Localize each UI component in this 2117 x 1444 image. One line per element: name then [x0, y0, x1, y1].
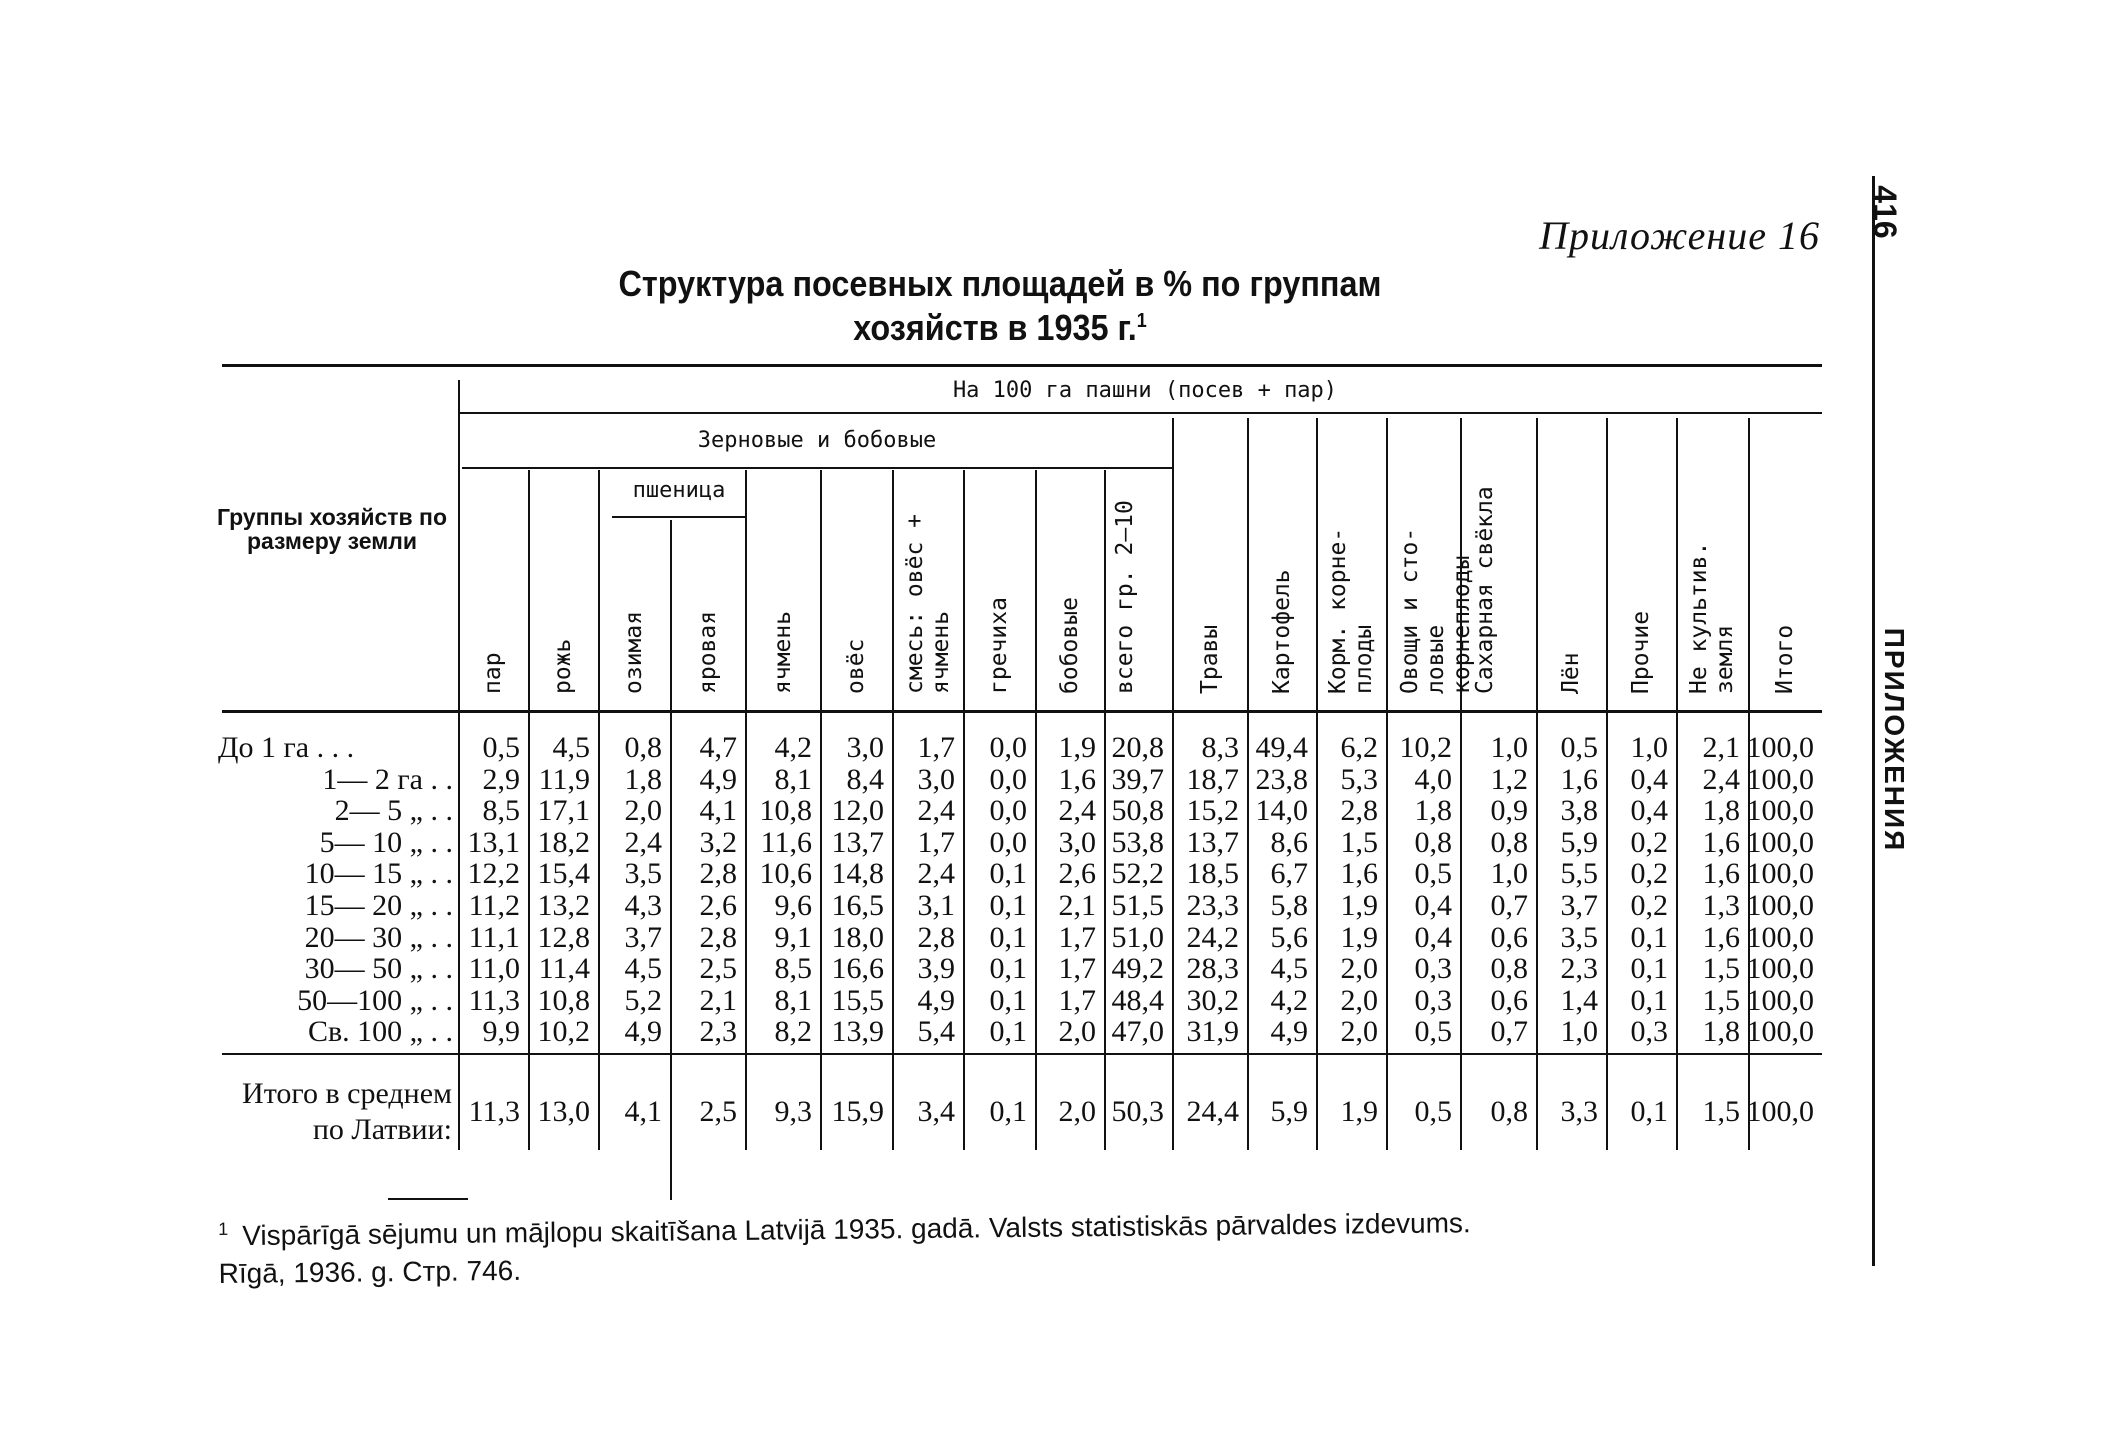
table-cell: 13,2 — [537, 889, 590, 922]
table-cell: 2,0 — [1340, 983, 1378, 1017]
total-cell: 15,9 — [831, 1095, 884, 1128]
table-cell: 1,8 — [624, 762, 662, 796]
column-header-text: Лён — [1558, 652, 1584, 694]
title-line1: Структура посевных площадей в % — [618, 263, 1193, 304]
table-cell: 0,1 — [989, 983, 1027, 1017]
table-cell: 13,7 — [1186, 825, 1239, 859]
table-cell: 23,3 — [1186, 889, 1239, 922]
table-cell: 6,2 — [1340, 731, 1378, 764]
table-cell: 8,5 — [482, 794, 520, 828]
grain-span-header: Зерновые и бобовые — [697, 428, 937, 453]
total-cell: 50,3 — [1111, 1095, 1164, 1128]
table-cell: 0,5 — [1414, 857, 1452, 891]
table-cell: 1,9 — [1340, 920, 1378, 954]
table-cell: 20,8 — [1111, 731, 1164, 764]
table-cell: 2,0 — [1058, 1015, 1096, 1049]
wheat-rule — [612, 516, 747, 518]
table-cell: 2,0 — [624, 794, 662, 828]
grain-rule — [462, 467, 1172, 469]
table-cell: 1,6 — [1702, 857, 1740, 891]
row-label: Св. 100 „ . . — [308, 1015, 453, 1049]
table-cell: 5,2 — [624, 983, 662, 1017]
table-cell: 53,8 — [1111, 825, 1164, 859]
table-cell: 1,8 — [1414, 794, 1452, 828]
table-cell: 18,5 — [1186, 857, 1239, 891]
total-cell: 1,9 — [1340, 1095, 1378, 1128]
table-cell: 4,3 — [624, 889, 662, 922]
table-cell: 0,2 — [1630, 889, 1668, 922]
table-cell: 0,3 — [1630, 1015, 1668, 1049]
table-cell: 2,4 — [917, 794, 955, 828]
table-cell: 11,6 — [760, 825, 812, 859]
column-header-text: Сахарная свёкла — [1472, 486, 1498, 694]
table-cell: 0,4 — [1630, 794, 1668, 828]
table-cell: 0,1 — [1630, 952, 1668, 986]
table-cell: 2,1 — [1702, 731, 1740, 764]
table-cell: 52,2 — [1111, 857, 1164, 891]
row-label: 2— 5 „ . . — [334, 794, 453, 828]
table-cell: 0,8 — [624, 731, 662, 764]
column-header-text: Итого — [1772, 624, 1798, 694]
table-cell: 100,0 — [1746, 731, 1814, 764]
table-cell: 3,0 — [1058, 825, 1096, 859]
table-cell: 2,3 — [1560, 952, 1598, 986]
page-number: 416 — [1867, 185, 1903, 239]
column-header-text: Овощи и сто-ловые корнеплоды — [1397, 527, 1475, 694]
footnote-rule — [388, 1198, 468, 1200]
total-label-line1: Итого в среднем — [242, 1077, 452, 1110]
table-cell: 50,8 — [1111, 794, 1164, 828]
wheat-span-header: пшеница — [632, 478, 726, 503]
table-cell: 9,6 — [774, 889, 812, 922]
column-header-text: пар — [480, 652, 506, 694]
column-header-text: Травы — [1196, 624, 1223, 694]
appendix-label: Приложение 16 — [1539, 213, 1820, 258]
total-cell: 100,0 — [1746, 1095, 1814, 1128]
table-cell: 49,4 — [1255, 731, 1308, 764]
table-cell: 14,8 — [831, 857, 884, 891]
table-cell: 3,0 — [917, 762, 955, 796]
column-header-text: рожь — [550, 638, 576, 694]
table-cell: 1,6 — [1702, 920, 1740, 954]
table-cell: 3,7 — [624, 920, 662, 954]
table-cell: 4,5 — [624, 952, 662, 986]
table-cell: 4,1 — [699, 794, 737, 828]
table-cell: 12,0 — [831, 794, 884, 828]
table-cell: 49,2 — [1111, 952, 1164, 986]
table-cell: 1,0 — [1490, 731, 1528, 764]
column-header-text: ячмень — [769, 610, 796, 694]
title-line1-tail: по группам — [1192, 263, 1382, 304]
row-label: 30— 50 „ . . — [304, 952, 453, 986]
table-cell: 2,9 — [482, 762, 520, 796]
table-cell: 0,1 — [989, 1015, 1027, 1049]
column-header-text: бобовые — [1056, 597, 1083, 694]
total-cell: 1,5 — [1702, 1095, 1740, 1128]
column-header-text: яровая — [694, 610, 721, 694]
footnote-mark: 1 — [218, 1218, 229, 1239]
table-cell: 11,1 — [468, 920, 520, 954]
table-cell: 3,5 — [1560, 920, 1598, 954]
row-label: 20— 30 „ . . — [304, 920, 453, 954]
table-cell: 4,2 — [1270, 983, 1308, 1017]
table-cell: 100,0 — [1746, 825, 1814, 859]
table-cell: 1,0 — [1630, 731, 1668, 764]
table-cell: 10,8 — [759, 794, 812, 828]
total-cell: 0,8 — [1490, 1095, 1528, 1128]
table-cell: 1,4 — [1560, 983, 1598, 1017]
table-cell: 100,0 — [1746, 920, 1814, 954]
column-header-text: смесь: овёс + ячмень — [901, 513, 954, 694]
table-cell: 6,7 — [1270, 857, 1308, 891]
table-cell: 8,1 — [774, 762, 812, 796]
table-cell: 1,6 — [1340, 857, 1378, 891]
table-cell: 17,1 — [537, 794, 590, 828]
table-cell: 1,9 — [1058, 731, 1096, 764]
table-cell: 3,0 — [846, 731, 884, 764]
table-cell: 4,9 — [1270, 1015, 1308, 1049]
total-cell: 24,4 — [1186, 1095, 1239, 1128]
table-cell: 0,8 — [1414, 825, 1452, 859]
table-cell: 5,6 — [1270, 920, 1308, 954]
table-cell: 1,7 — [917, 731, 955, 764]
table-cell: 5,5 — [1560, 857, 1598, 891]
table-cell: 1,0 — [1560, 1015, 1598, 1049]
table-cell: 12,8 — [537, 920, 590, 954]
table-cell: 28,3 — [1186, 952, 1239, 986]
table-cell: 3,5 — [624, 857, 662, 891]
table-cell: 4,0 — [1414, 762, 1452, 796]
table-cell: 2,8 — [1340, 794, 1378, 828]
table-cell: 1,8 — [1702, 794, 1740, 828]
table-top-rule — [222, 364, 1822, 367]
table-cell: 1,2 — [1490, 762, 1528, 796]
table-cell: 4,7 — [699, 731, 737, 764]
table-cell: 0,4 — [1414, 920, 1452, 954]
table-cell: 0,7 — [1490, 1015, 1528, 1049]
table-cell: 100,0 — [1746, 952, 1814, 986]
table-cell: 48,4 — [1111, 983, 1164, 1017]
total-cell: 4,1 — [624, 1095, 662, 1128]
table-cell: 4,5 — [1270, 952, 1308, 986]
table-cell: 0,1 — [989, 889, 1027, 922]
column-header-text: овёс — [843, 638, 869, 694]
table-cell: 9,9 — [482, 1015, 520, 1049]
table-cell: 100,0 — [1746, 857, 1814, 891]
column-header-text: всего гр. 2—10 — [1112, 500, 1138, 694]
table-cell: 13,7 — [831, 825, 884, 859]
total-cell: 3,4 — [917, 1095, 955, 1128]
table-cell: 13,1 — [467, 825, 520, 859]
column-header-text: Картофель — [1268, 569, 1295, 694]
column-header-text: озимая — [621, 610, 647, 694]
table-cell: 8,4 — [846, 762, 884, 796]
table-cell: 10,2 — [1399, 731, 1452, 764]
running-head: ПРИЛОЖЕНИЯ — [1879, 627, 1910, 853]
table-cell: 11,0 — [468, 952, 520, 986]
table-cell: 8,3 — [1201, 731, 1239, 764]
table-cell: 2,1 — [1058, 889, 1096, 922]
table-cell: 16,6 — [831, 952, 884, 986]
table-cell: 0,1 — [1630, 983, 1668, 1017]
table-cell: 18,0 — [831, 920, 884, 954]
table-cell: 2,6 — [1058, 857, 1096, 891]
table-cell: 100,0 — [1746, 889, 1814, 922]
footnote-text-2: Rīgā, 1936. g. Стр. 746. — [218, 1255, 522, 1290]
table-cell: 0,0 — [989, 825, 1027, 859]
total-cell: 11,3 — [468, 1095, 520, 1128]
table-cell: 13,9 — [831, 1015, 884, 1049]
column-header-text: Прочие — [1628, 610, 1654, 694]
table-cell: 0,2 — [1630, 825, 1668, 859]
table-cell: 0,1 — [989, 857, 1027, 891]
table-cell: 11,9 — [538, 762, 590, 796]
table-cell: 31,9 — [1186, 1015, 1239, 1049]
body-bottom-rule — [222, 1053, 1822, 1055]
title-line2: хозяйств в 1935 г. — [853, 307, 1137, 348]
row-label: 5— 10 „ . . — [319, 825, 453, 859]
table-cell: 2,8 — [699, 920, 737, 954]
table-cell: 2,0 — [1340, 1015, 1378, 1049]
table-cell: 18,2 — [537, 825, 590, 859]
table-cell: 5,8 — [1270, 889, 1308, 922]
table-cell: 11,4 — [538, 952, 590, 986]
table-cell: 9,1 — [774, 920, 812, 954]
table-cell: 2,5 — [699, 952, 737, 986]
table-cell: 0,9 — [1490, 794, 1528, 828]
table-cell: 2,6 — [699, 889, 737, 922]
table-cell: 4,9 — [917, 983, 955, 1017]
table-cell: 10,2 — [537, 1015, 590, 1049]
table-cell: 8,2 — [774, 1015, 812, 1049]
table-cell: 1,9 — [1340, 889, 1378, 922]
table-cell: 2,4 — [1058, 794, 1096, 828]
table-cell: 1,5 — [1702, 952, 1740, 986]
table-cell: 51,5 — [1111, 889, 1164, 922]
table-cell: 0,5 — [1414, 1015, 1452, 1049]
table-cell: 2,8 — [699, 857, 737, 891]
table-cell: 2,8 — [917, 920, 955, 954]
table-cell: 51,0 — [1111, 920, 1164, 954]
table-cell: 1,7 — [1058, 983, 1096, 1017]
column-header-text: Корм. корне-плоды — [1325, 527, 1377, 694]
table-cell: 0,0 — [989, 731, 1027, 764]
table-cell: 0,4 — [1630, 762, 1668, 796]
table-cell: 3,9 — [917, 952, 955, 986]
table-cell: 3,7 — [1560, 889, 1598, 922]
table-cell: 0,1 — [989, 920, 1027, 954]
table-cell: 5,4 — [917, 1015, 955, 1049]
table-cell: 1,5 — [1702, 983, 1740, 1017]
table-cell: 0,0 — [989, 762, 1027, 796]
total-row-label — [212, 1076, 452, 1148]
table-cell: 1,7 — [1058, 952, 1096, 986]
table-cell: 2,4 — [1702, 762, 1740, 796]
table-cell: 0,8 — [1490, 825, 1528, 859]
row-label: До 1 га . . . — [218, 731, 355, 764]
table-cell: 10,8 — [537, 983, 590, 1017]
table-cell: 0,1 — [1630, 920, 1668, 954]
footnote-text-1: Vispārīgā sējumu un mājlopu skaitīšana Latvijā 1935. gadā. Valsts statistiskās pārvaldes izdevums. — [242, 1207, 1471, 1252]
column-header-text: Не культив. земля — [1686, 541, 1738, 694]
table-cell: 15,4 — [537, 857, 590, 891]
table-cell: 39,7 — [1111, 762, 1164, 796]
table-cell: 3,1 — [917, 889, 955, 922]
title-footnote-mark: 1 — [1136, 310, 1147, 332]
table-cell: 2,4 — [624, 825, 662, 859]
total-cell: 9,3 — [774, 1095, 812, 1128]
table-cell: 0,1 — [989, 952, 1027, 986]
table-cell: 1,7 — [1058, 920, 1096, 954]
table-cell: 2,4 — [917, 857, 955, 891]
total-label-line2: по Латвии: — [312, 1113, 452, 1146]
footnote — [218, 1193, 1819, 1293]
table-cell: 1,3 — [1702, 889, 1740, 922]
table-cell: 12,2 — [467, 857, 520, 891]
total-cell: 2,0 — [1058, 1095, 1096, 1128]
table-cell: 23,8 — [1255, 762, 1308, 796]
table-cell: 8,5 — [774, 952, 812, 986]
row-label: 15— 20 „ . . — [304, 889, 453, 922]
top-span-header: На 100 га пашни (посев + пар) — [952, 378, 1338, 403]
table-cell: 5,9 — [1560, 825, 1598, 859]
table-cell: 3,2 — [699, 825, 737, 859]
table-cell: 15,2 — [1186, 794, 1239, 828]
table-cell: 1,6 — [1560, 762, 1598, 796]
table-cell: 47,0 — [1111, 1015, 1164, 1049]
table-cell: 14,0 — [1255, 794, 1308, 828]
table-cell: 4,5 — [552, 731, 590, 764]
table-cell: 2,0 — [1340, 952, 1378, 986]
column-header-text: гречиха — [986, 597, 1012, 694]
table-cell: 0,4 — [1414, 889, 1452, 922]
table-cell: 1,5 — [1340, 825, 1378, 859]
table-cell: 0,8 — [1490, 952, 1528, 986]
table-cell: 5,3 — [1340, 762, 1378, 796]
table-cell: 8,1 — [774, 983, 812, 1017]
table-cell: 4,2 — [774, 731, 812, 764]
table-cell: 18,7 — [1186, 762, 1239, 796]
table-cell: 0,3 — [1414, 983, 1452, 1017]
table-cell: 0,7 — [1490, 889, 1528, 922]
table-cell: 0,5 — [1560, 731, 1598, 764]
table-cell: 4,9 — [624, 1015, 662, 1049]
total-cell: 5,9 — [1270, 1095, 1308, 1128]
table-cell: 11,3 — [468, 983, 520, 1017]
table-cell: 16,5 — [831, 889, 884, 922]
table-cell: 0,0 — [989, 794, 1027, 828]
row-label: 10— 15 „ . . — [304, 857, 453, 891]
table-cell: 0,2 — [1630, 857, 1668, 891]
table-cell: 11,2 — [468, 889, 520, 922]
table-cell: 1,6 — [1058, 762, 1096, 796]
table-cell: 0,5 — [482, 731, 520, 764]
table-cell: 0,3 — [1414, 952, 1452, 986]
table-cell: 1,7 — [917, 825, 955, 859]
table-cell: 0,6 — [1490, 920, 1528, 954]
table-cell: 0,6 — [1490, 983, 1528, 1017]
row-label: 1— 2 га . . — [322, 762, 453, 796]
table-cell: 8,6 — [1270, 825, 1308, 859]
row-label: 50—100 „ . . — [297, 983, 453, 1017]
total-cell: 0,1 — [989, 1095, 1027, 1128]
groups-header: Группы хозяйств по размеру земли — [217, 504, 447, 554]
table-cell: 100,0 — [1746, 1015, 1814, 1049]
total-cell: 13,0 — [537, 1095, 590, 1128]
total-cell: 2,5 — [699, 1095, 737, 1128]
table-cell: 1,0 — [1490, 857, 1528, 891]
table-cell: 15,5 — [831, 983, 884, 1017]
header-bottom-rule — [222, 710, 1822, 713]
table-cell: 3,8 — [1560, 794, 1598, 828]
span-rule — [458, 412, 1822, 414]
total-cell: 3,3 — [1560, 1095, 1598, 1128]
total-cell: 0,1 — [1630, 1095, 1668, 1128]
table-cell: 10,6 — [759, 857, 812, 891]
table-cell: 4,9 — [699, 762, 737, 796]
total-cell: 0,5 — [1414, 1095, 1452, 1128]
table-cell: 100,0 — [1746, 762, 1814, 796]
table-cell: 100,0 — [1746, 983, 1814, 1017]
table-cell: 1,6 — [1702, 825, 1740, 859]
table-cell: 30,2 — [1186, 983, 1239, 1017]
table-cell: 1,8 — [1702, 1015, 1740, 1049]
page-title — [586, 262, 1414, 350]
table-cell: 100,0 — [1746, 794, 1814, 828]
table-cell: 24,2 — [1186, 920, 1239, 954]
table-cell: 2,3 — [699, 1015, 737, 1049]
table-cell: 2,1 — [699, 983, 737, 1017]
